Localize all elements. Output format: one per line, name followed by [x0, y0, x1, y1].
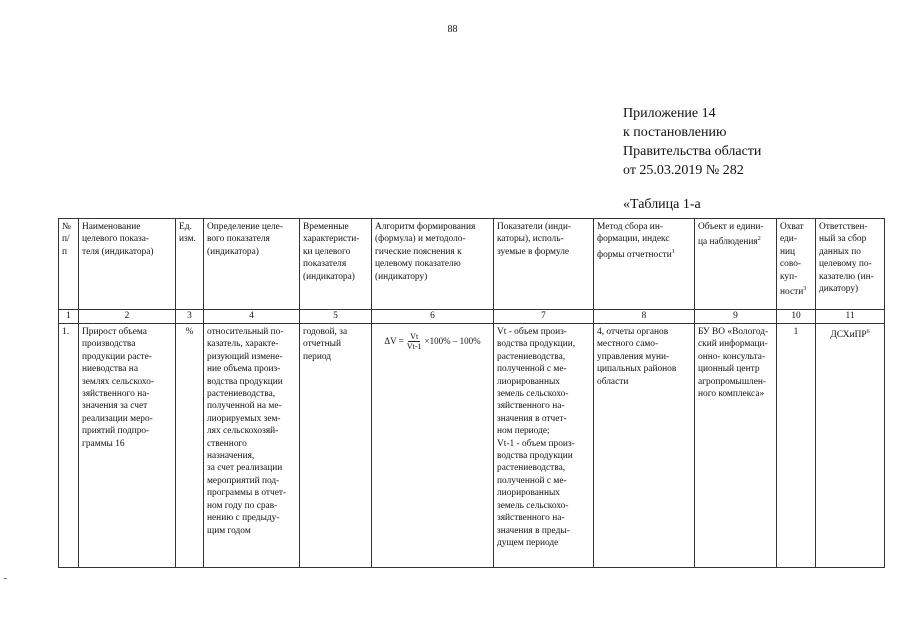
cell-unit: % [176, 324, 204, 568]
col-number: 6 [372, 310, 494, 324]
col-number: 7 [494, 310, 594, 324]
table-row [59, 324, 885, 568]
appendix-line-1: Приложение 14 [623, 106, 716, 121]
col-number: 3 [176, 310, 204, 324]
header-cell-object [695, 219, 777, 310]
header-cell-indicators: Показатели (инди- каторы), исполь- зуемые в формуле [494, 219, 594, 310]
header-method-text: Метод сбора ин- формации, индекс формы отчетности [597, 222, 672, 260]
cell-indicators: Vt - объем произ- водства продукции, растениеводства, полученной с ме- лиорированных земель сельскохо- зяйственного на- значения в отчет- ном периоде; Vt-1 - объем произ- водства продукции растениеводства, полученной с ме- лиорированных земель сельскохо- зяйственного на- значения в преды- дущем периоде [494, 324, 594, 568]
header-object-sup: 2 [757, 236, 761, 243]
header-cell-definition: Определение целе- вого показателя (индикатора) [204, 219, 300, 310]
column-number-row [59, 310, 885, 324]
cell-coverage: 1 [777, 324, 816, 568]
cell-formula [372, 324, 494, 568]
formula-numerator: Vt [410, 332, 419, 341]
header-cell-formula: Алгоритм формирования (формула) и методоло- гические пояснения к целевому показателю (индикатору) [372, 219, 494, 310]
formula-fraction [407, 332, 422, 351]
cell-method: 4, отчеты органов местного само- управления муни- ципальных районов области [594, 324, 695, 568]
col-number: 2 [79, 310, 176, 324]
header-method-sup: 1 [671, 248, 675, 255]
header-object-text: Объект и едини- ца наблюдения [698, 222, 764, 248]
responsible-text: ДСХиПР [830, 330, 867, 341]
cell-definition: относительный по- казатель, характе- ризующий измене- ние объема произ- водства продукции растениеводства, полученной на ме- лиорируемых зем- лях сельскохозяй- ственного назначения, за счет реализации мероприятий под- программы в отчет- ном году по срав- нению с предыду- щим годом [204, 324, 300, 568]
header-coverage-text: Охват еди- ниц сово- куп- ности [780, 222, 804, 298]
col-number: 1 [59, 310, 79, 324]
scan-mark [4, 578, 7, 579]
header-cell-num: № п/ п [59, 219, 79, 310]
header-coverage-sup: 3 [803, 286, 807, 293]
cell-responsible [816, 324, 885, 568]
formula-lhs: ΔV = [384, 336, 404, 347]
formula [375, 332, 490, 351]
header-row [59, 219, 885, 310]
col-number: 11 [816, 310, 885, 324]
cell-num: 1. [59, 324, 79, 568]
indicator-table [58, 218, 885, 568]
appendix-header [623, 104, 761, 180]
col-number: 9 [695, 310, 777, 324]
formula-rhs: ×100% – 100% [424, 336, 481, 347]
formula-denominator: Vt-1 [406, 342, 422, 351]
header-cell-time: Временные характеристи- ки целевого показателя (индикатора) [300, 219, 372, 310]
cell-name: Прирост объема производства продукции расте- ниеводства на землях сельскохо- зяйственного на- значения за счет реализации меро- приятий подпро- граммы 16 [79, 324, 176, 568]
header-cell-name: Наименование целевого показа- теля (индикатора) [79, 219, 176, 310]
col-number: 8 [594, 310, 695, 324]
responsible-sup: 6 [866, 329, 870, 335]
col-number: 10 [777, 310, 816, 324]
cell-object: БУ ВО «Вологод- ский информаци- онно- консульта- ционный центр агропромышлен- ного комплекса» [695, 324, 777, 568]
page-number: 88 [447, 24, 458, 35]
header-cell-method [594, 219, 695, 310]
header-cell-unit: Ед. изм. [176, 219, 204, 310]
cell-time: годовой, за отчетный период [300, 324, 372, 568]
header-cell-coverage [777, 219, 816, 310]
appendix-line-2: к постановлению [623, 125, 727, 140]
col-number: 4 [204, 310, 300, 324]
appendix-line-4: от 25.03.2019 № 282 [623, 163, 744, 178]
appendix-line-3: Правительства области [623, 144, 762, 159]
table-title: «Таблица 1-а [623, 197, 701, 212]
col-number: 5 [300, 310, 372, 324]
header-cell-responsible: Ответствен- ный за сбор данных по целевому по- казателю (ин- дикатору) [816, 219, 885, 310]
